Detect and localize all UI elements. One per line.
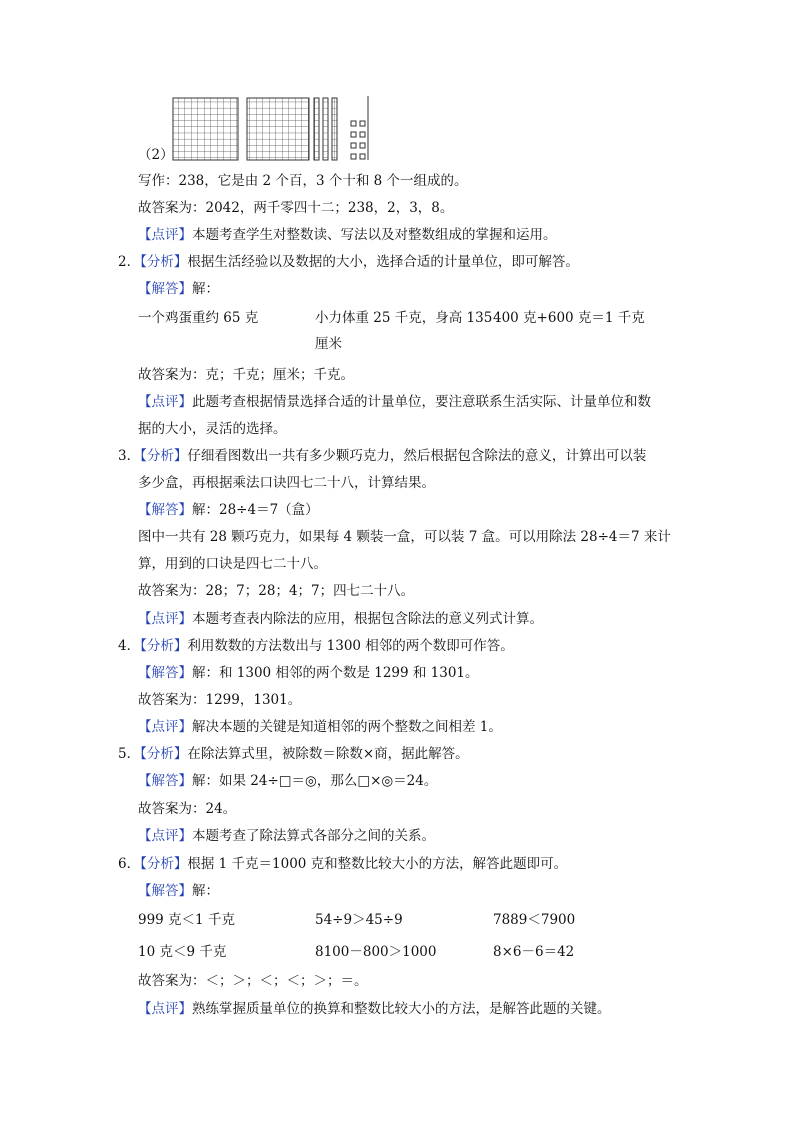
solution-tag: 【解答】 [138,502,192,518]
q5-comment: 【点评】本题考查了除法算式各部分之间的关系。 [138,828,435,844]
q5-analysis: 5．【分析】在除法算式里，被除数＝除数×商，据此解答。 [118,746,469,762]
q3-comment: 【点评】本题考查表内除法的应用，根据包含除法的意义列式计算。 [138,611,543,627]
comment-tag: 【点评】 [138,611,192,627]
q3-explain: 图中一共有 28 颗巧克力，如果每 4 颗装一盒，可以装 7 盒。可以用除法 28÷4＝7 来计 [138,529,671,545]
q2-row-mid-unit: 厘米 [315,336,342,352]
solution-tag: 【解答】 [138,883,192,899]
analysis-tag: 【分析】 [140,746,188,762]
solution-tag: 【解答】 [138,665,192,681]
solution-tag: 【解答】 [138,281,192,297]
comment-tag: 【点评】 [138,394,192,410]
comment-tag: 【点评】 [138,828,192,844]
solution-tag: 【解答】 [138,773,192,789]
figure-label: （2） [138,147,174,163]
place-value-blocks-figure [172,96,372,162]
q6-r1c3: 7889＜7900 [493,912,576,928]
comment-tag: 【点评】 [138,719,192,735]
q6-answer: 故答案为：＜；＞；＜；＜；＞；＝。 [138,973,368,989]
q3-answer: 故答案为：28；7；28；4；7；四七二十八。 [138,583,415,599]
q1-writing: 写作：238，它是由 2 个百，3 个十和 8 个一组成的。 [138,173,468,189]
comment-tag: 【点评】 [138,1001,192,1017]
q2-comment-cont: 据的大小，灵活的选择。 [138,421,287,437]
q4-answer: 故答案为：1299，1301。 [138,692,302,708]
q2-row-right: 400 克+600 克＝1 千克 [493,310,645,326]
q4-comment: 【点评】解决本题的关键是知道相邻的两个整数之间相差 1。 [138,719,502,735]
q2-solution: 【解答】解： [138,281,219,297]
q2-analysis: 2．【分析】根据生活经验以及数据的大小，选择合适的计量单位，即可解答。 [118,254,579,270]
q6-solution: 【解答】解： [138,883,219,899]
q3-explain-cont: 算，用到的口诀是四七二十八。 [138,556,327,572]
q6-analysis: 6．【分析】根据 1 千克＝1000 克和整数比较大小的方法，解答此题即可。 [118,856,568,872]
q5-solution: 【解答】解：如果 24÷□＝◎，那么□×◎＝24。 [138,773,438,789]
q4-analysis: 4．【分析】利用数数的方法数出与 1300 相邻的两个数即可作答。 [118,638,514,654]
q2-comment: 【点评】此题考查根据情景选择合适的计量单位，要注意联系生活实际、计量单位和数 [138,394,651,410]
analysis-tag: 【分析】 [140,448,188,464]
q6-r1c2: 54÷9＞45÷9 [315,912,403,928]
comment-tag: 【点评】 [138,227,192,243]
q5-answer: 故答案为：24。 [138,801,237,817]
q6-r1c1: 999 克＜1 千克 [138,912,235,928]
q4-solution: 【解答】解：和 1300 相邻的两个数是 1299 和 1301。 [138,665,479,681]
analysis-tag: 【分析】 [140,638,188,654]
q6-r2c3: 8×6－6＝42 [493,944,575,960]
hundred-block-1 [173,98,238,160]
q1-comment: 【点评】本题考查学生对整数读、写法以及对整数组成的掌握和运用。 [138,227,557,243]
q3-analysis: 3．【分析】仔细看图数出一共有多少颗巧克力，然后根据包含除法的意义，计算出可以装 [118,448,647,464]
ten-rods [314,98,337,160]
one-cubes [351,121,365,159]
q6-r2c1: 10 克＜9 千克 [138,944,227,960]
q3-analysis-cont: 多少盒，再根据乘法口诀四七二十八，计算结果。 [138,475,435,491]
analysis-tag: 【分析】 [140,856,188,872]
q2-row-mid: 小力体重 25 千克，身高 135 [315,310,493,326]
q6-r2c2: 8100－800＞1000 [315,944,437,960]
q6-comment: 【点评】熟练掌握质量单位的换算和整数比较大小的方法，是解答此题的关键。 [138,1001,611,1017]
q2-row-left: 一个鸡蛋重约 65 克 [138,310,259,326]
q2-answer: 故答案为：克；千克；厘米；千克。 [138,367,354,383]
analysis-tag: 【分析】 [140,254,188,270]
q3-solution: 【解答】解：28÷4＝7（盒） [138,502,319,518]
q1-answer: 故答案为：2042，两千零四十二；238，2，3，8。 [138,200,454,216]
hundred-block-2 [247,98,309,160]
